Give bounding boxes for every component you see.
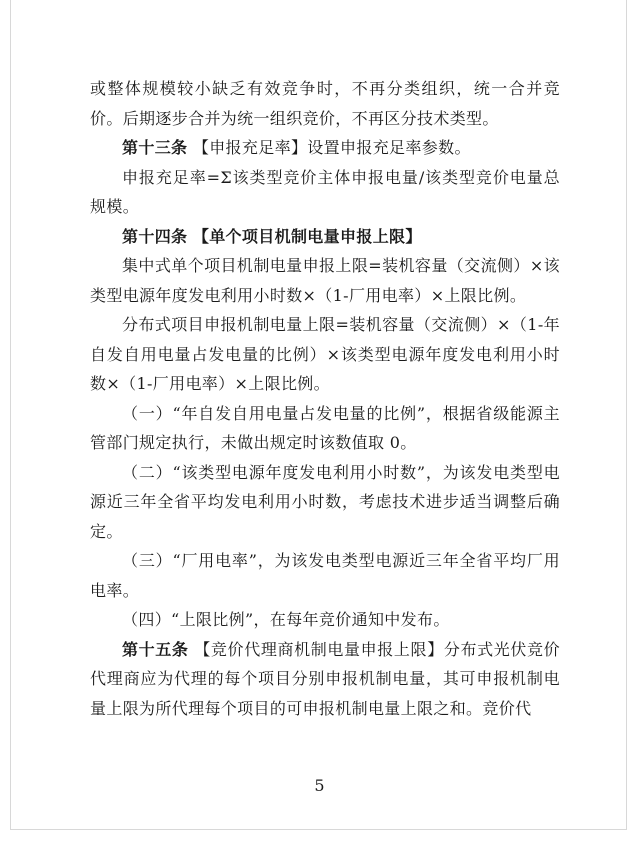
article-15 [90, 635, 560, 724]
formula-sufficiency-rate [90, 163, 560, 222]
article-text: 【申报充足率】设置申报充足率参数。 [192, 138, 471, 157]
clause-1 [90, 399, 560, 458]
article-heading: 第十四条 [122, 226, 188, 246]
document-body [90, 74, 560, 723]
clause-2 [90, 458, 560, 547]
paragraph-text: （四）“上限比例”，在每年竞价通知中发布。 [122, 610, 450, 629]
article-heading: 第十三条 [122, 138, 188, 157]
article-heading: 第十五条 [122, 639, 189, 659]
paragraph-text: 分布式项目申报机制电量上限=装机容量（交流侧）×（1-年自发自用电量占发电量的比例）×该类型电源年度发电利用小时数×（1-厂用电率）×上限比例。 [90, 315, 560, 393]
paragraph-continuation [90, 74, 560, 133]
paragraph-text: （二）“该类型电源年度发电利用小时数”，为该发电类型电源近三年全省平均发电利用小时数，考虑技术进步适当调整后确定。 [90, 462, 560, 541]
paragraph-text: （三）“厂用电率”，为该发电类型电源近三年全省平均厂用电率。 [90, 551, 560, 600]
clause-3 [90, 546, 560, 605]
article-13 [90, 133, 560, 163]
article-title: 【单个项目机制电量申报上限】 [192, 226, 422, 246]
paragraph-text: 申报充足率=Σ该类型竞价主体申报电量/该类型竞价电量总规模。 [90, 167, 560, 216]
paragraph-text: 或整体规模较小缺乏有效竞争时，不再分类组织，统一合并竞价。后期逐步合并为统一组织竞价，不再区分技术类型。 [90, 79, 560, 128]
article-14 [90, 222, 560, 252]
page-number: 5 [314, 776, 325, 795]
article-text: 【竞价代理商机制电量申报上限】分布式光伏竞价代理商应为代理的每个项目分别申报机制电量，其可申报机制电量上限为所代理每个项目的可申报机制电量上限之和。竞价代 [90, 639, 561, 718]
formula-centralized [90, 251, 560, 310]
paragraph-text: （一）“年自发自用电量占发电量的比例”，根据省级能源主管部门规定执行，未做出规定时该数值取 0。 [90, 403, 560, 452]
clause-4 [90, 605, 560, 635]
formula-distributed [90, 310, 560, 399]
paragraph-text: 集中式单个项目机制电量申报上限=装机容量（交流侧）×该类型电源年度发电利用小时数×（1-厂用电率）×上限比例。 [90, 256, 560, 305]
